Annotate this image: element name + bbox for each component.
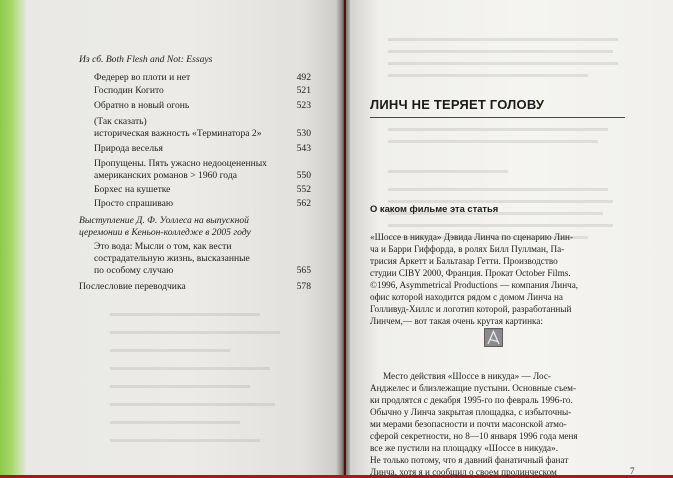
body-text-line: ча и Барри Гиффорда, в ролях Билл Пуллман, Па-: [370, 244, 565, 254]
toc-entry-page: 543: [296, 143, 311, 154]
toc-speech-heading: Выступление Д. Ф. Уоллеса на выпускной: [79, 215, 249, 226]
page-number: 7: [630, 466, 635, 476]
book-gutter-shadow: [336, 0, 350, 475]
toc-entry-page: 530: [296, 128, 311, 139]
body-text-line: ми мерами безопасности и почти масонской атмо-: [370, 419, 567, 429]
toc-entry-title: Просто спрашиваю: [94, 198, 174, 209]
toc-section-heading: Из сб. Both Flesh and Not: Essays: [79, 54, 213, 65]
toc-entry-page: 550: [296, 170, 311, 181]
body-text-line: Обычно у Линча закрытая площадка, с избыточны-: [370, 407, 572, 417]
toc-entry-title: Борхес на кушетке: [94, 184, 171, 195]
toc-afterword-title: Послесловие переводчика: [79, 281, 186, 292]
body-text-line: Не только потому, что я давний фанатичный фанат: [370, 455, 569, 465]
toc-entry-title: (Так сказать): [94, 116, 147, 127]
toc-entry-page: 562: [296, 198, 311, 209]
toc-entry-title: сострадательную жизнь, высказанные: [94, 253, 250, 264]
body-text-line: все же пустили на площадку «Шоссе в никуда».: [370, 443, 558, 453]
toc-afterword-page: 578: [296, 281, 311, 292]
toc-entry-title: Обратно в новый огонь: [94, 100, 190, 111]
chapter-title: ЛИНЧ НЕ ТЕРЯЕТ ГОЛОВУ: [370, 97, 545, 112]
asymmetrical-logo-icon: [484, 328, 503, 347]
toc-entry-page: 521: [296, 85, 311, 96]
toc-entry-title: Это вода: Мысли о том, как вести: [94, 241, 232, 252]
toc-entry-page: 552: [296, 184, 311, 195]
body-text-line: Линча, хотя я и сообщил о своем пролинческом: [370, 467, 557, 477]
body-text-line: Голливуд-Хиллс и логотип которой, разработанный: [370, 304, 572, 314]
body-text-line: «Шоссе в никуда» Дэвида Линча по сценарию Лин-: [370, 232, 574, 242]
toc-entry-title: по особому случаю: [94, 265, 174, 276]
toc-entry-page: 565: [296, 265, 311, 276]
body-text-line: Место действия «Шоссе в никуда» — Лос-: [383, 371, 551, 381]
toc-entry-title: американских романов > 1960 года: [94, 170, 237, 181]
toc-entry-title: Федерер во плоти и нет: [94, 72, 191, 83]
body-text-line: сферой секретности, но 8—10 января 1996 года меня: [370, 431, 578, 441]
toc-entry-page: 523: [296, 100, 311, 111]
toc-entry-title: Пропущены. Пять ужасно недооцененных: [94, 158, 267, 169]
toc-entry-title: Природа веселья: [94, 143, 163, 154]
body-text-line: студии CIBY 2000, Франция. Прокат October Films.: [370, 268, 571, 278]
toc-entry-title: историческая важность «Терминатора 2»: [94, 128, 262, 139]
toc-entry-title: Господин Когито: [94, 85, 164, 96]
toc-entry-page: 492: [296, 72, 311, 83]
body-text-line: трисия Аркетт и Бальтазар Гетти. Производство: [370, 256, 558, 266]
body-text-line: ©1996, Asymmetrical Productions — компания Линча,: [370, 280, 579, 290]
body-text-line: ки продлятся с декабря 1995-го по февраль 1996-го.: [370, 395, 573, 405]
show-through-text: [80, 305, 310, 455]
section-title: О каком фильме эта статья: [370, 203, 499, 214]
title-rule: [370, 117, 625, 118]
toc-speech-heading: церемонии в Кеньон-колледже в 2005 году: [79, 227, 251, 238]
body-text-line: Линчем,— вот такая очень крутая картинка:: [370, 316, 543, 326]
body-text-line: офис которой находится рядом с домом Линча на: [370, 292, 563, 302]
body-text-line: Анджелес и близлежащие пустыни. Основные съем-: [370, 383, 577, 393]
